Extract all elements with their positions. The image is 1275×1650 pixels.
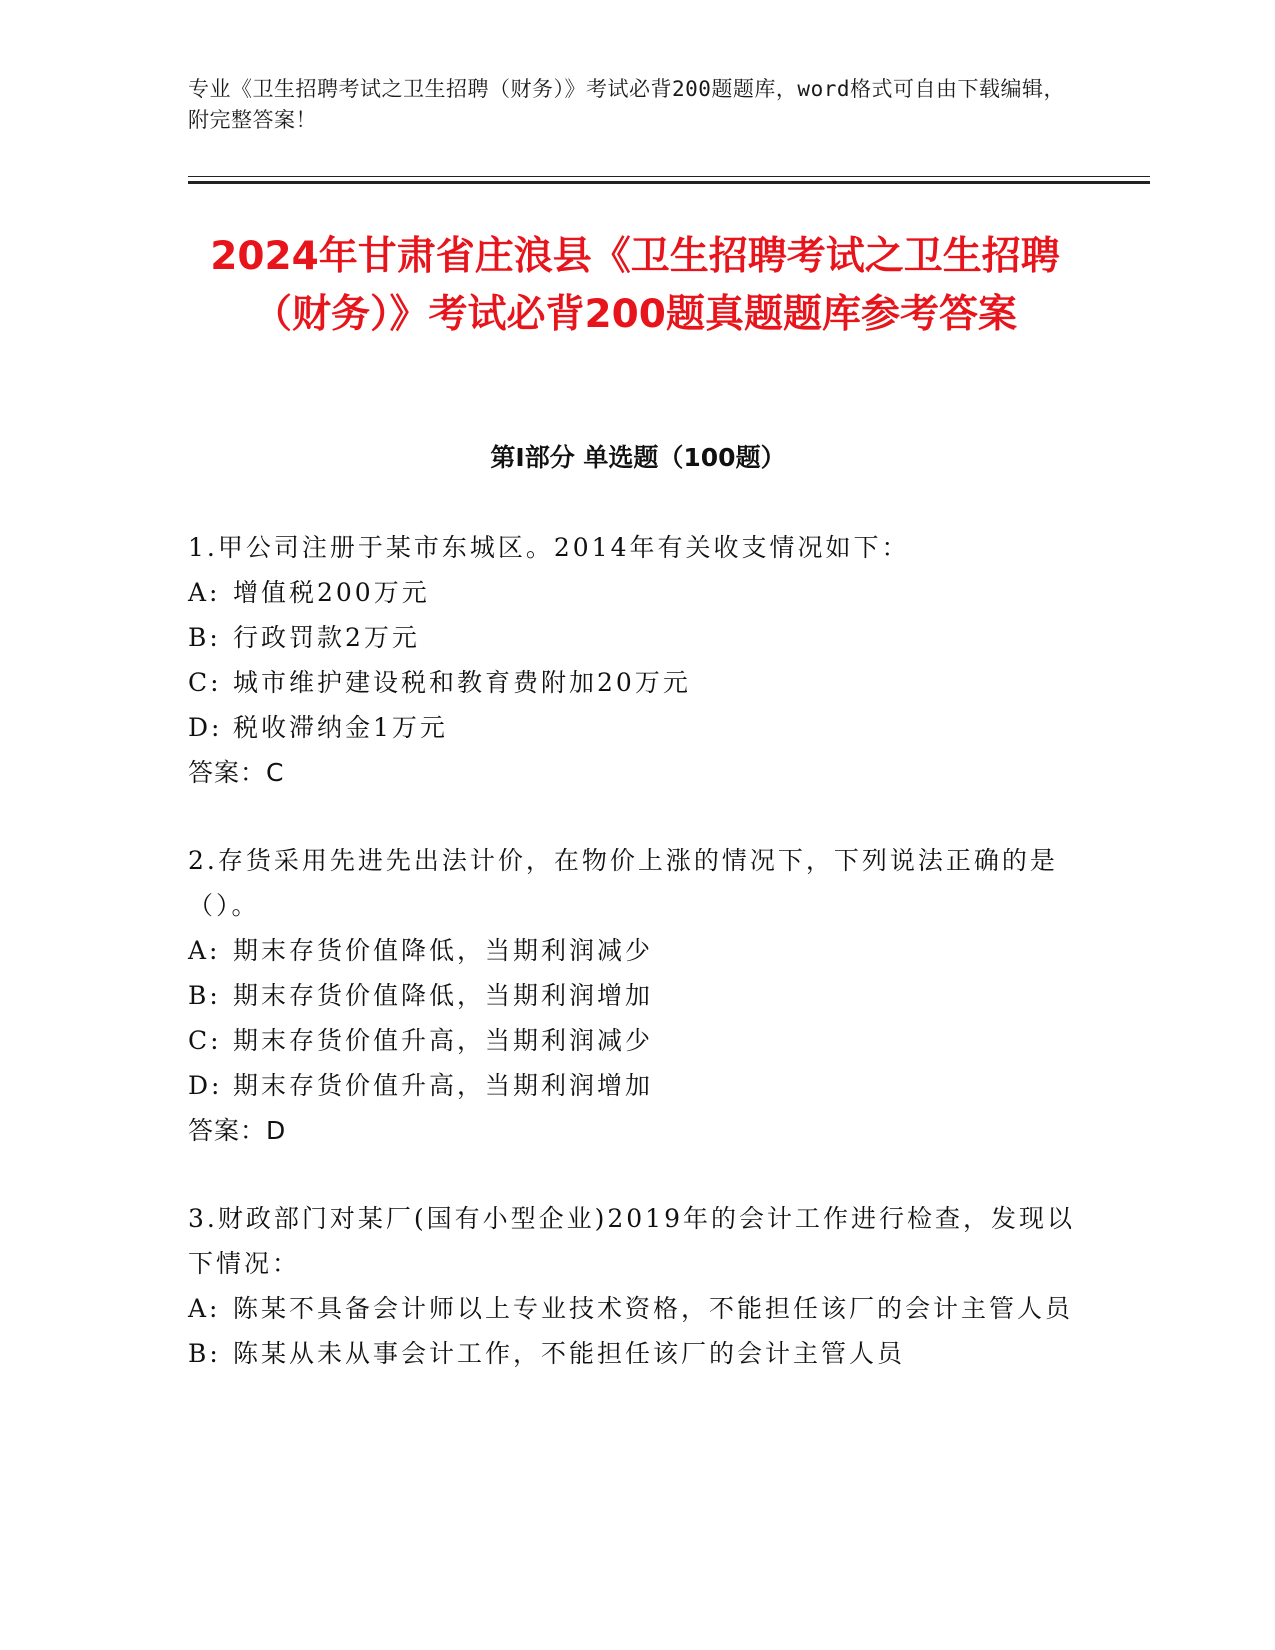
option-a — [188, 570, 1088, 615]
question-stem: 3.财政部门对某厂(国有小型企业)2019年的会计工作进行检查，发现以下情况： — [188, 1204, 1075, 1278]
option-b — [188, 973, 1088, 1018]
option-text: 增值税200万元 — [233, 578, 430, 607]
answer-line: 答案：C — [188, 758, 285, 787]
option-text: 期末存货价值升高，当期利润减少 — [233, 1026, 654, 1055]
option-key: A: — [188, 936, 221, 965]
option-text: 陈某从未从事会计工作，不能担任该厂的会计主管人员 — [233, 1339, 906, 1368]
option-text: 税收滞纳金1万元 — [233, 713, 448, 742]
option-text: 陈某不具备会计师以上专业技术资格，不能担任该厂的会计主管人员 — [233, 1294, 1074, 1323]
option-key: A: — [188, 1294, 221, 1323]
header-divider-thin — [188, 176, 1150, 177]
option-key: C: — [188, 668, 222, 697]
question-3 — [188, 1196, 1088, 1376]
document-title: 2024年甘肃省庄浪县《卫生招聘考试之卫生招聘（财务）》考试必背200题真题题库参考答案 — [210, 234, 1060, 337]
option-key: B: — [188, 623, 221, 652]
option-c — [188, 660, 1088, 705]
option-key: D: — [188, 713, 223, 742]
option-text: 期末存货价值降低，当期利润增加 — [233, 981, 654, 1010]
option-c — [188, 1018, 1088, 1063]
option-a — [188, 928, 1088, 973]
option-text: 城市维护建设税和教育费附加20万元 — [233, 668, 691, 697]
option-text: 行政罚款2万元 — [233, 623, 420, 652]
option-key: B: — [188, 1339, 221, 1368]
question-2 — [188, 838, 1088, 1153]
option-a — [188, 1286, 1088, 1331]
option-text: 期末存货价值升高，当期利润增加 — [233, 1071, 654, 1100]
option-key: A: — [188, 578, 221, 607]
option-key: D: — [188, 1071, 223, 1100]
option-key: C: — [188, 1026, 222, 1055]
section-title: 第Ⅰ部分 单选题（100题） — [490, 443, 786, 472]
question-1 — [188, 525, 1088, 795]
option-key: B: — [188, 981, 221, 1010]
header-divider-thick — [188, 181, 1150, 184]
header-note: 专业《卫生招聘考试之卫生招聘（财务）》考试必背200题题库，word格式可自由下载编辑，附完整答案！ — [188, 77, 1065, 132]
option-d — [188, 705, 1088, 750]
question-stem: 2.存货采用先进先出法计价，在物价上涨的情况下，下列说法正确的是（）。 — [188, 846, 1058, 920]
question-list — [188, 525, 1088, 1419]
answer-line: 答案：D — [188, 1116, 287, 1145]
question-stem: 1.甲公司注册于某市东城区。2014年有关收支情况如下： — [188, 533, 910, 562]
option-text: 期末存货价值降低，当期利润减少 — [233, 936, 654, 965]
option-b — [188, 615, 1088, 660]
option-b — [188, 1331, 1088, 1376]
option-d — [188, 1063, 1088, 1108]
